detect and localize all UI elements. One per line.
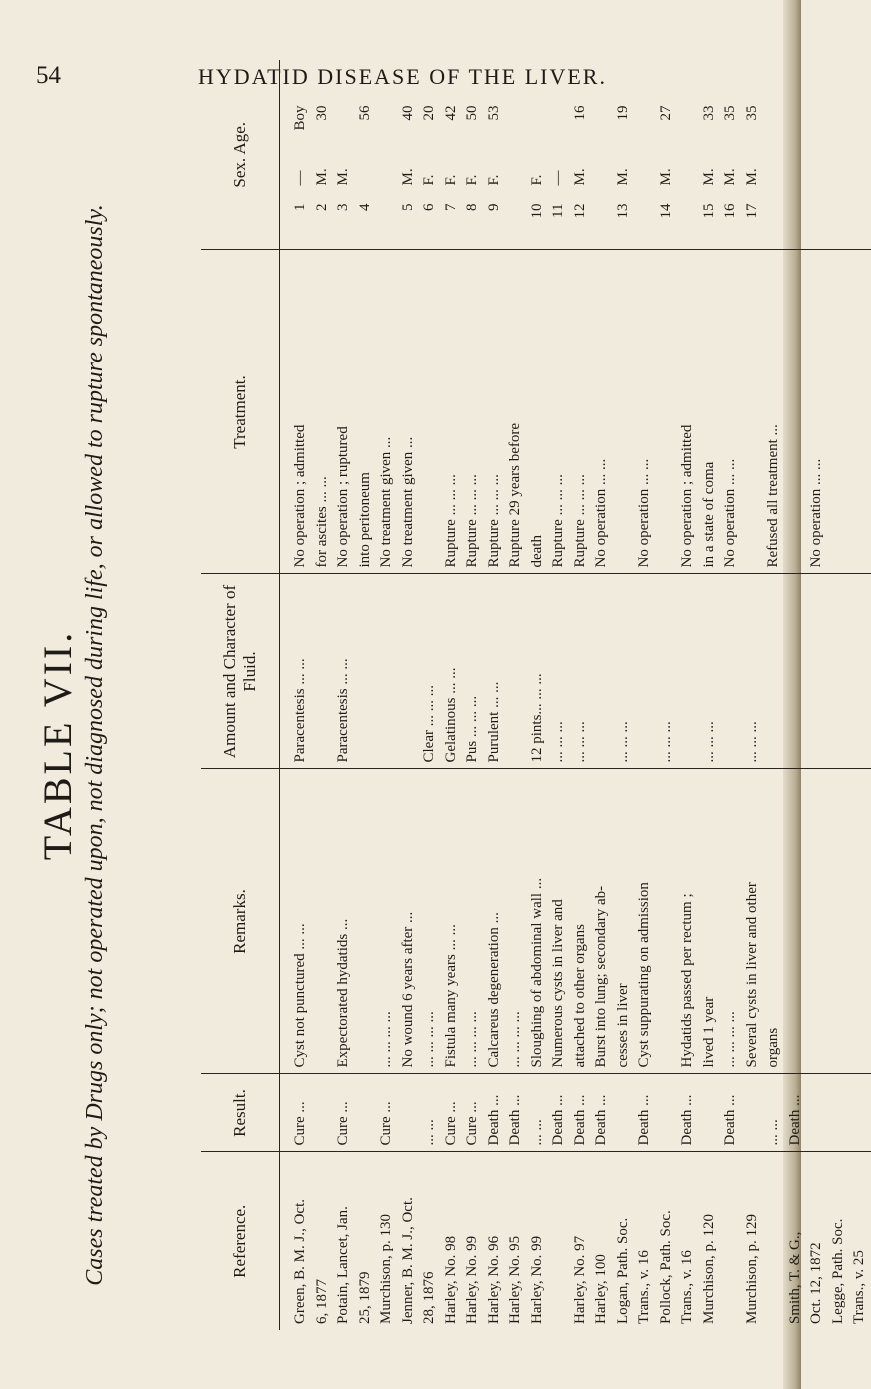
remarks-line: Hydatids passed per rectum ; (679, 893, 695, 1068)
case-number (591, 186, 613, 244)
case-entry (312, 66, 334, 244)
treatment-line: Rupture ... ... ... (442, 474, 459, 568)
case-number: 13 (614, 203, 631, 219)
result-line: Cure ... (464, 1101, 480, 1146)
treatment-line: No operation ... ... (593, 458, 609, 568)
amount-line: ... ... ... (743, 721, 760, 763)
case-number: 10 (528, 203, 545, 219)
reference-line: Trans., v. 16 (636, 1250, 652, 1324)
case-entry (462, 66, 484, 244)
case-sex: F. (464, 174, 480, 186)
remarks-line: Burst into lung; secondary ab- (593, 885, 609, 1068)
case-entry (398, 66, 420, 244)
body-row (280, 60, 871, 1330)
case-sex: — (550, 170, 566, 186)
reference-line: Green, B. M. J., Oct. (292, 1199, 308, 1324)
amount-line (634, 581, 656, 763)
case-age: 16 (571, 105, 588, 121)
case-sex: F. (485, 174, 502, 186)
amount-line (398, 581, 420, 763)
case-entry (613, 66, 635, 244)
column-amount (280, 574, 871, 769)
case-sex: M. (335, 168, 351, 186)
case-age (634, 106, 656, 146)
reference-line: 25, 1879 (356, 1271, 373, 1324)
reference-line: Harley, No. 97 (571, 1235, 588, 1324)
remarks-line: ... ... ... ... (378, 1011, 394, 1068)
reference-line: Harley, No. 95 (507, 1235, 523, 1324)
case-age: 19 (614, 105, 631, 121)
reference-line: Smith, T. & G., (786, 1231, 803, 1324)
case-entry (677, 66, 699, 244)
result-line: Death ... (679, 1094, 695, 1146)
remarks-line: No wound 6 years after ... (399, 911, 416, 1068)
reference-line: Potain, Lancet, Jan. (335, 1206, 351, 1324)
reference-line: Harley, No. 99 (464, 1235, 480, 1324)
case-number (505, 186, 527, 244)
result-line: Death ... (550, 1094, 566, 1146)
amount-line: ... ... ... (571, 721, 588, 763)
case-age (548, 106, 570, 146)
amount-line: Paracentesis ... ... (335, 658, 351, 763)
amount-line: ... ... ... (700, 721, 717, 763)
amount-line: Pus ... ... ... (464, 695, 480, 763)
reference-line (763, 1159, 785, 1325)
case-sex: M. (571, 168, 588, 186)
case-sex (591, 146, 613, 186)
case-age (376, 106, 398, 146)
treatment-line: No operation ... ... (636, 458, 652, 568)
page-number: 54 (36, 62, 61, 89)
treatment-line (419, 257, 441, 568)
treatment-line: for ascites ... ... (313, 476, 330, 568)
result-line (656, 1081, 678, 1146)
reference-line: Logan, Path. Soc. (614, 1217, 631, 1324)
remarks-line: Numerous cysts in liver and (550, 899, 566, 1068)
result-line: Death ... (786, 1094, 803, 1146)
remarks-line: ... ... ... ... (421, 1011, 437, 1068)
case-age: 40 (399, 105, 416, 121)
result-line: Death ... (485, 1094, 502, 1146)
reference-line: 6, 1877 (313, 1279, 330, 1324)
reference-line: Harley, No. 98 (442, 1235, 459, 1324)
treatment-line: death (528, 535, 545, 568)
reference-line: Pollock, Path. Soc. (657, 1210, 674, 1324)
treatment-line: No operation ... ... (722, 458, 738, 568)
amount-line (505, 581, 527, 763)
remarks-line: Sloughing of abdominal wall ... (528, 877, 545, 1068)
treatment-line: No treatment given ... (378, 436, 394, 568)
case-entry (333, 66, 355, 244)
column-reference (280, 1152, 871, 1330)
case-sex (376, 146, 398, 186)
amount-line: Clear ... ... ... (421, 685, 437, 763)
case-age: Boy (292, 105, 308, 131)
reference-line: Murchison, p. 130 (378, 1214, 394, 1324)
reference-line: Oct. 12, 1872 (808, 1242, 824, 1324)
case-number: 17 (743, 203, 760, 219)
result-line: Death ... (507, 1094, 523, 1146)
case-entry (441, 66, 463, 244)
remarks-line (312, 776, 334, 1068)
case-number: 2 (313, 203, 330, 211)
case-sex: M. (700, 168, 717, 186)
treatment-line: No operation ; ruptured (335, 426, 351, 568)
treatment-line (613, 257, 635, 568)
header-row (201, 60, 280, 1330)
case-entry (484, 66, 506, 244)
remarks-line: Expectorated hydatids ... (335, 918, 351, 1068)
case-number: 12 (571, 203, 588, 219)
case-age: 35 (743, 105, 760, 121)
case-entry (290, 66, 312, 244)
header-treatment: Treatment. (201, 250, 280, 574)
result-line: Cure ... (378, 1101, 394, 1146)
reference-line: Jenner, B. M. J., Oct. (399, 1197, 416, 1324)
result-line: ... ... (765, 1119, 781, 1146)
amount-line: Paracentesis ... ... (292, 658, 308, 763)
remarks-line: ... ... ... ... (464, 1011, 480, 1068)
case-age (677, 106, 699, 146)
treatment-line: No operation ; admitted (679, 424, 695, 568)
case-age: 27 (657, 105, 674, 121)
amount-line: ... ... ... (657, 721, 674, 763)
column-remarks (280, 769, 871, 1074)
column-sex-age (280, 60, 871, 250)
case-age (591, 106, 613, 146)
remarks-line (355, 776, 377, 1068)
remarks-line: lived 1 year (700, 996, 717, 1068)
result-line (742, 1081, 764, 1146)
treatment-line: Rupture ... ... ... (550, 474, 566, 568)
reference-line: Legge, Path. Soc. (829, 1218, 846, 1324)
case-sex: — (292, 170, 308, 186)
remarks-line: Calcareus degeneration ... (485, 912, 502, 1068)
treatment-line: Rupture ... ... ... (571, 474, 588, 568)
reference-line: Trans., v. 25 (851, 1250, 867, 1324)
treatment-line: No operation ; admitted (292, 424, 308, 568)
case-entry (570, 66, 592, 244)
treatment-line: No operation ... ... (808, 458, 824, 568)
amount-line (355, 581, 377, 763)
case-number: 4 (356, 203, 373, 211)
case-number: 6 (421, 203, 437, 211)
case-age (505, 106, 527, 146)
case-number: 5 (399, 203, 416, 211)
case-number: 9 (485, 203, 502, 211)
treatment-line: Rupture 29 years before (507, 422, 523, 568)
header-reference: Reference. (201, 1152, 280, 1330)
case-entry (656, 66, 678, 244)
case-number: 8 (464, 203, 480, 211)
case-entry (419, 66, 441, 244)
reference-line: Murchison, p. 120 (700, 1214, 717, 1324)
case-age (333, 106, 355, 146)
case-entry (720, 66, 742, 244)
remarks-line: cesses in liver (614, 983, 631, 1068)
result-line: Death ... (571, 1094, 588, 1146)
case-entry (355, 66, 377, 244)
reference-line: Harley, No. 96 (485, 1235, 502, 1324)
amount-line: Purulent ... ... (485, 681, 502, 763)
amount-line (591, 581, 613, 763)
case-entry (376, 66, 398, 244)
remarks-line: Cyst not punctured ... ... (292, 923, 308, 1068)
reference-line (548, 1159, 570, 1325)
case-age: 53 (485, 105, 502, 121)
reference-line: Murchison, p. 129 (743, 1214, 760, 1324)
treatment-line: in a state of coma (700, 461, 717, 568)
result-line (355, 1081, 377, 1146)
remarks-line: Cyst suppurating on admission (636, 882, 652, 1068)
case-age: 33 (700, 105, 717, 121)
result-line: Cure ... (442, 1101, 459, 1146)
header-result: Result. (201, 1074, 280, 1152)
case-sex: F. (421, 174, 437, 186)
result-line: ... ... (528, 1119, 545, 1146)
amount-line: ... ... ... (550, 721, 566, 763)
table-title: TABLE VII. (35, 629, 80, 861)
case-number: 14 (657, 203, 674, 219)
case-sex: M. (657, 168, 674, 186)
result-line: ... ... (421, 1119, 437, 1146)
case-sex (355, 146, 377, 186)
reference-line: Harley, No. 99 (528, 1235, 545, 1324)
case-sex: M. (614, 168, 631, 186)
result-line (613, 1081, 635, 1146)
remarks-line (656, 776, 678, 1068)
result-line: Cure ... (292, 1101, 308, 1146)
table-caption (35, 105, 145, 1385)
case-sex (505, 146, 527, 186)
case-sex: M. (722, 168, 738, 186)
treatment-line: Refused all treatment ... (765, 424, 781, 568)
amount-line (677, 581, 699, 763)
reference-line (720, 1159, 742, 1325)
remarks-line: ... ... ... ... (722, 1011, 738, 1068)
cases-table (201, 60, 867, 1330)
case-number (634, 186, 656, 244)
remarks-line: attached to other organs (571, 924, 588, 1068)
amount-line: Gelatinous ... ... (442, 667, 459, 763)
remarks-line: Several cysts in liver and other (743, 882, 760, 1068)
result-line: Death ... (593, 1094, 609, 1146)
case-sex: M. (399, 168, 416, 186)
column-treatment (280, 250, 871, 574)
remarks-line: organs (765, 1027, 781, 1068)
case-sex: F. (528, 174, 545, 186)
treatment-line: Rupture ... ... ... (485, 474, 502, 568)
reference-line: Trans., v. 16 (679, 1250, 695, 1324)
case-entry (699, 66, 721, 244)
case-age: 35 (722, 105, 738, 121)
header-amount: Amount and Character of Fluid. (201, 574, 280, 769)
result-line (312, 1081, 334, 1146)
amount-line (376, 581, 398, 763)
remarks-line: Fistula many years ... ... (442, 924, 459, 1068)
case-entry (527, 66, 549, 244)
case-entry (634, 66, 656, 244)
case-number: 15 (700, 203, 717, 219)
case-number: 3 (335, 203, 351, 211)
case-number: 1 (292, 203, 308, 211)
amount-line (312, 581, 334, 763)
treatment-line: No treatment given ... (399, 436, 416, 568)
result-line: Death ... (722, 1094, 738, 1146)
header-sex-age: Sex. Age. (201, 60, 280, 250)
remarks-line: ... ... ... ... (507, 1011, 523, 1068)
treatment-line: into peritoneum (356, 472, 373, 568)
table-grid (201, 60, 871, 1330)
amount-line: 12 pints... ... ... (528, 673, 545, 763)
case-age: 30 (313, 105, 330, 121)
result-line: Death ... (636, 1094, 652, 1146)
case-age: 20 (421, 105, 437, 121)
case-number (677, 186, 699, 244)
treatment-line (742, 257, 764, 568)
case-number: 11 (550, 203, 566, 218)
case-entry (591, 66, 613, 244)
treatment-line: Rupture ... ... ... (464, 474, 480, 568)
case-number: 7 (442, 203, 459, 211)
amount-line (720, 581, 742, 763)
case-age (527, 106, 549, 146)
amount-line: ... ... ... (614, 721, 631, 763)
case-age: 42 (442, 105, 459, 121)
result-line: Cure ... (335, 1101, 351, 1146)
case-entry (505, 66, 527, 244)
column-result (280, 1074, 871, 1152)
case-sex: M. (313, 168, 330, 186)
case-sex (677, 146, 699, 186)
case-entry (548, 66, 570, 244)
running-title: HYDATID DISEASE OF THE LIVER. (198, 64, 607, 89)
case-entry (742, 66, 764, 244)
case-sex (634, 146, 656, 186)
treatment-line (656, 257, 678, 568)
table-subtitle: Cases treated by Drugs only; not operated upon, not diagnosed during life, or allowed to rupture spontaneously. (82, 204, 108, 1286)
case-number (376, 186, 398, 244)
reference-line: 28, 1876 (421, 1271, 437, 1324)
result-line (398, 1081, 420, 1146)
case-sex: M. (743, 168, 760, 186)
header-remarks: Remarks. (201, 769, 280, 1074)
treatment-line (785, 257, 807, 568)
result-line (699, 1081, 721, 1146)
case-age: 56 (356, 105, 373, 121)
case-number: 16 (722, 203, 738, 219)
case-sex: F. (442, 174, 459, 186)
case-age: 50 (464, 105, 480, 121)
reference-line: Harley, 100 (593, 1254, 609, 1324)
